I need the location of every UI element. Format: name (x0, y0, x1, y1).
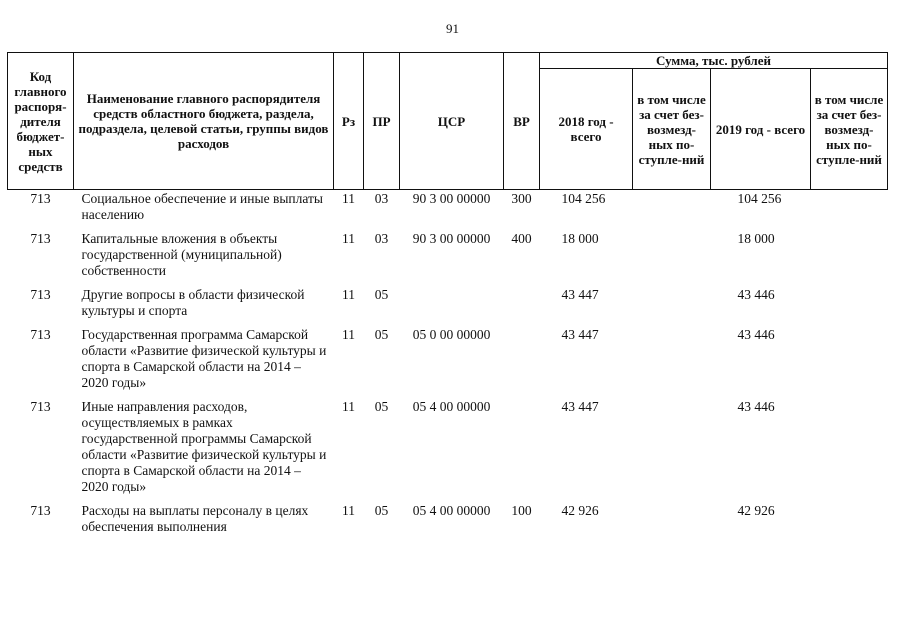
cell-2018-total: 18 000 (561, 231, 599, 246)
header-2018-free: в том числе за счет без-возмезд-ных по-ступле-ний (633, 69, 711, 190)
cell-csr (400, 286, 504, 326)
cell-rz: 11 (342, 327, 355, 342)
header-2019-total: 2019 год - всего (711, 69, 811, 190)
cell-2018-total: 43 447 (561, 287, 599, 302)
cell-2018-total: 43 447 (561, 399, 599, 414)
cell-2018-free (633, 190, 711, 231)
header-vr: ВР (504, 53, 540, 190)
cell-2019-free (811, 190, 888, 231)
header-csr: ЦСР (400, 53, 504, 190)
cell-csr: 90 3 00 00000 (412, 191, 491, 206)
cell-rz: 11 (342, 191, 355, 206)
cell-code: 713 (30, 327, 51, 342)
cell-2018-free (633, 286, 711, 326)
header-rz: Рз (334, 53, 364, 190)
header-2019-free: в том числе за счет без-возмезд-ных по-ступле-ний (811, 69, 888, 190)
cell-name: Социальное обеспечение и иные выплаты населению (81, 191, 323, 222)
table-row (8, 398, 888, 502)
header-2018-total: 2018 год - всего (540, 69, 633, 190)
cell-rz: 11 (342, 287, 355, 302)
cell-csr: 05 4 00 00000 (412, 503, 491, 518)
cell-2018-free (633, 326, 711, 398)
cell-2019-total: 42 926 (737, 503, 775, 518)
cell-2019-free (811, 286, 888, 326)
cell-name: Государственная программа Самарской области «Развитие физической культуры и спорта в Самарской области на 2014 – 2020 годы» (81, 327, 327, 390)
cell-2018-free (633, 230, 711, 286)
cell-pr: 05 (374, 503, 389, 518)
cell-2019-free (811, 326, 888, 398)
table-row (8, 286, 888, 326)
table-row (8, 230, 888, 286)
cell-2019-total: 43 446 (737, 327, 775, 342)
cell-code: 713 (30, 231, 51, 246)
cell-2019-total: 43 446 (737, 399, 775, 414)
cell-2019-total: 43 446 (737, 287, 775, 302)
cell-2018-total: 104 256 (561, 191, 606, 206)
cell-name: Иные направления расходов, осуществляемых в рамках государственной программы Самарской области «Развитие физической культуры и спорта в Самарской области на 2014 – 2020 годы» (81, 399, 327, 494)
cell-pr: 05 (374, 287, 389, 302)
header-code: Код главного распоря-дителя бюджет-ных средств (8, 53, 74, 190)
page-number: 91 (446, 21, 459, 36)
table-header (8, 53, 888, 190)
cell-name: Расходы на выплаты персоналу в целях обеспечения выполнения (81, 503, 309, 534)
cell-2019-free (811, 230, 888, 286)
cell-2019-total: 18 000 (737, 231, 775, 246)
cell-2018-total: 43 447 (561, 327, 599, 342)
cell-rz: 11 (342, 231, 355, 246)
cell-vr: 300 (511, 191, 532, 206)
table-row (8, 190, 888, 231)
cell-vr (504, 286, 540, 326)
cell-csr: 05 0 00 00000 (412, 327, 491, 342)
cell-2019-total: 104 256 (737, 191, 782, 206)
cell-pr: 03 (374, 231, 389, 246)
cell-vr (504, 326, 540, 398)
table-body (8, 190, 888, 543)
table-row (8, 326, 888, 398)
cell-2019-free (811, 502, 888, 542)
cell-rz: 11 (342, 503, 355, 518)
cell-pr: 05 (374, 327, 389, 342)
cell-csr: 05 4 00 00000 (412, 399, 491, 414)
cell-csr: 90 3 00 00000 (412, 231, 491, 246)
cell-pr: 03 (374, 191, 389, 206)
cell-rz: 11 (342, 399, 355, 414)
cell-code: 713 (30, 191, 51, 206)
cell-code: 713 (30, 399, 51, 414)
cell-vr: 400 (511, 231, 532, 246)
budget-table (7, 52, 888, 542)
table-row (8, 502, 888, 542)
header-sum: Сумма, тыс. рублей (540, 53, 888, 69)
cell-code: 713 (30, 287, 51, 302)
cell-2018-free (633, 398, 711, 502)
cell-vr: 100 (511, 503, 532, 518)
cell-2018-free (633, 502, 711, 542)
cell-2018-total: 42 926 (561, 503, 599, 518)
cell-2019-free (811, 398, 888, 502)
cell-name: Другие вопросы в области физической культуры и спорта (81, 287, 305, 318)
cell-vr (504, 398, 540, 502)
header-name: Наименование главного распорядителя средств областного бюджета, раздела, подраздела, целевой статьи, группы видов расходов (74, 53, 334, 190)
cell-code: 713 (30, 503, 51, 518)
cell-name: Капитальные вложения в объекты государственной (муниципальной) собственности (81, 231, 282, 278)
cell-pr: 05 (374, 399, 389, 414)
header-pr: ПР (364, 53, 400, 190)
